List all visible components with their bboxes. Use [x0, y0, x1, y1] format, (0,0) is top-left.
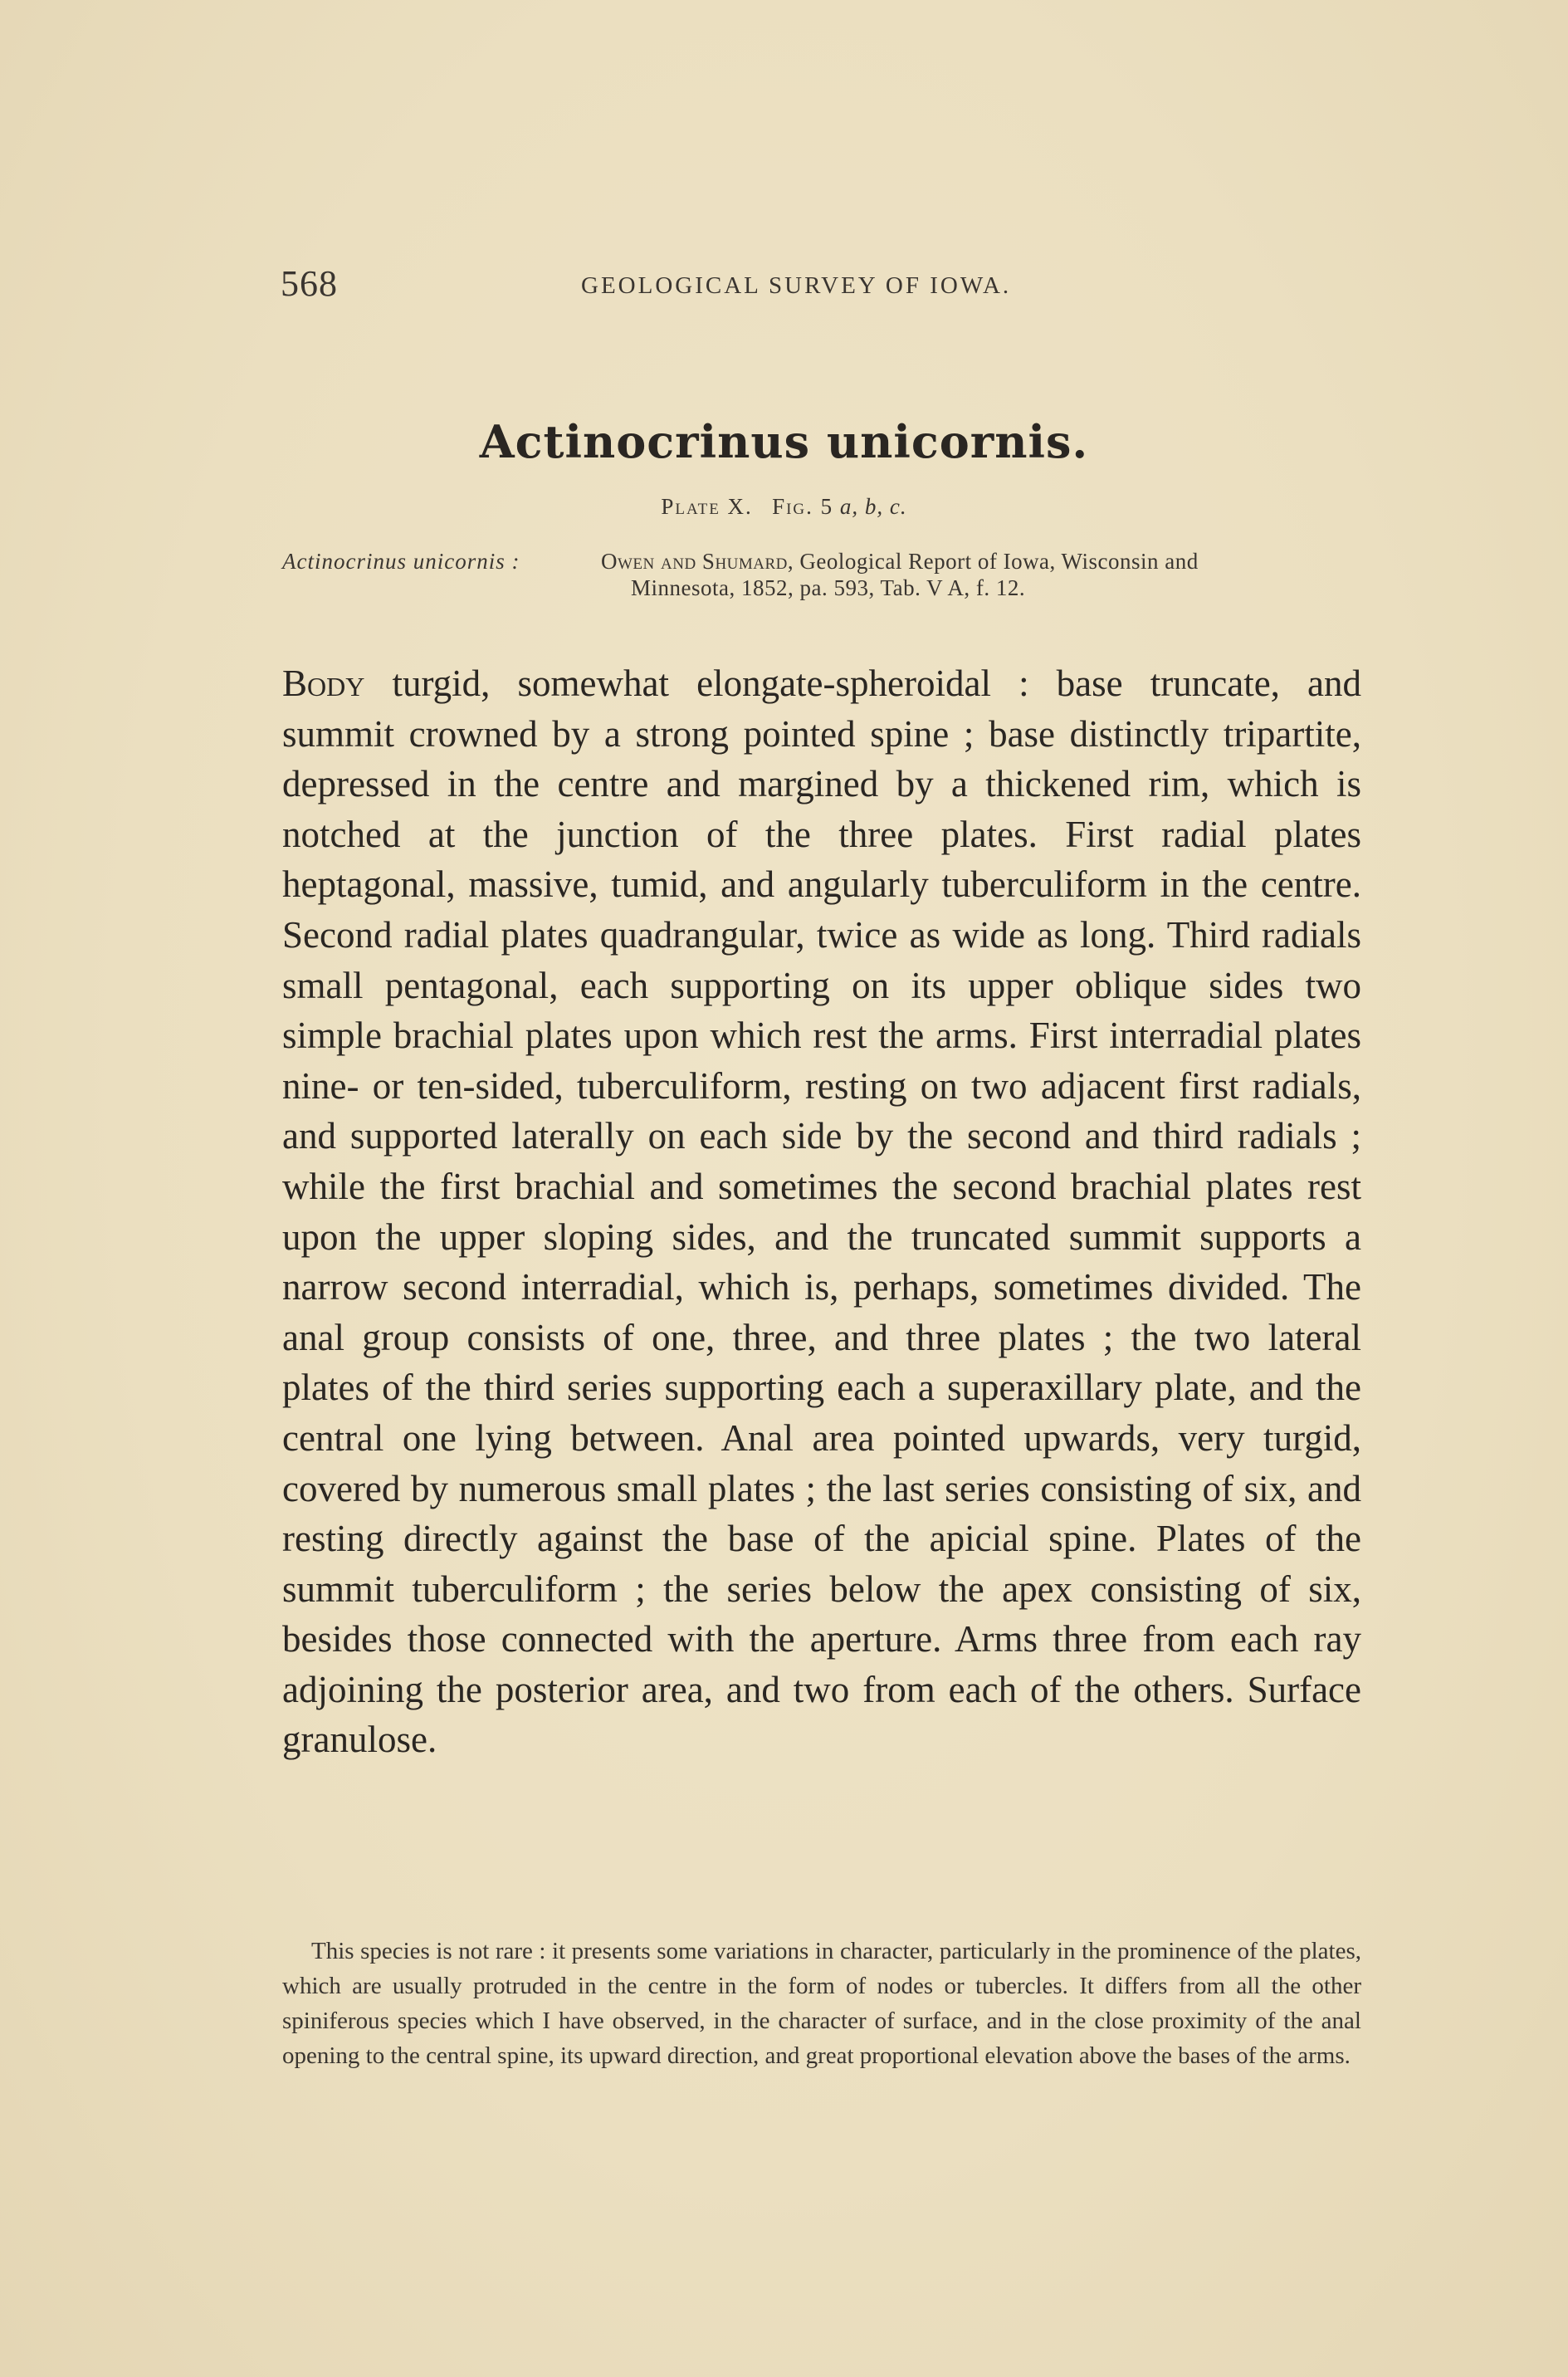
plate-reference	[0, 494, 1568, 520]
description-text: turgid, somewhat elongate-spheroidal : base truncate, and summit crowned by a strong pointed spine ; base distinctly tripartite, depressed in the centre and margined by a thickened rim, which is notched at the junction of the three plates. First radial plates heptagonal, massive, tumid, and angularly tuberculiform in the centre. Second radial plates quadrangular, twice as wide as long. Third radials small pentagonal, each supporting on its upper oblique sides two simple brachial plates upon which rest the arms. First interradial plates nine- or ten-sided, tuberculiform, resting on two adjacent first radials, and supported laterally on each side by the second and third radials ; while the first brachial and sometimes the second brachial plates rest upon the upper sloping sides, and the truncated summit supports a narrow second interradial, which is, perhaps, sometimes divided. The anal group consists of one, three, and three plates ; the two lateral plates of the third series supporting each a superaxillary plate, and the central one lying between. Anal area pointed upwards, very turgid, covered by numerous small plates ; the last series consisting of six, and resting directly against the base of the apicial spine. Plates of the summit tuberculiform ; the series below the apex consisting of six, besides those connected with the aperture. Arms three from each ray adjoining the posterior area, and two from each of the others. Surface granulose.	[282, 663, 1362, 1761]
synonymy-reference	[601, 548, 1398, 601]
running-title: GEOLOGICAL SURVEY OF IOWA.	[581, 272, 1012, 299]
species-title: Actinocrinus unicornis.	[479, 415, 1089, 468]
synonymy-authors: Owen and Shumard,	[601, 549, 794, 574]
running-head	[281, 262, 1360, 312]
synonymy-ref-line2: Minnesota, 1852, pa. 593, Tab. V A, f. 12.	[631, 575, 1026, 600]
page-number: 568	[281, 263, 338, 304]
synonymy-name: Actinocrinus unicornis :	[282, 549, 520, 574]
remarks-paragraph: This species is not rare : it presents some variations in character, particularly in the prominence of the plates, which are usually protruded in the centre in the form of nodes or tubercles. It differs from all the other spiniferous species which I have observed, in the character of surface, and in the close proximity of the anal opening to the central spine, its upward direction, and great proportional elevation above the bases of the arms.	[282, 1938, 1361, 2069]
figure-label: Fig. 5	[772, 494, 834, 519]
description-lead: Body	[282, 663, 365, 704]
plate-label: Plate X.	[661, 494, 753, 519]
synonymy-ref-line1: Geological Report of Iowa, Wisconsin and	[799, 549, 1199, 574]
figure-letters: a, b, c.	[839, 494, 907, 519]
description-paragraph	[282, 658, 1361, 1765]
